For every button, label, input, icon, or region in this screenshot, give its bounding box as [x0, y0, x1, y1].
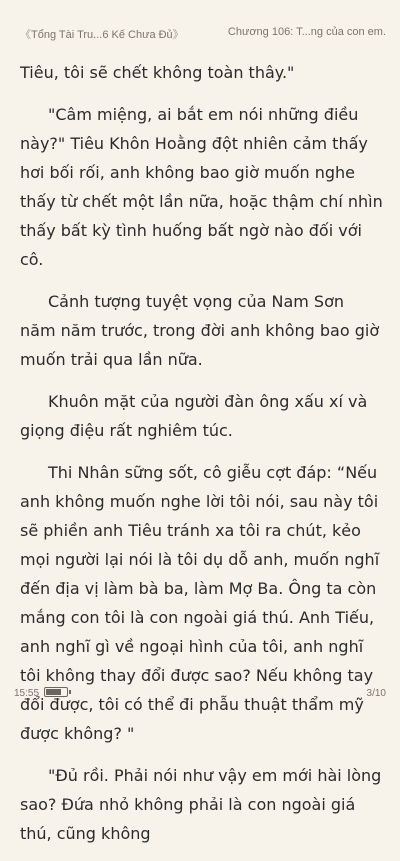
paragraph: Khuôn mặt của người đàn ông xấu xí và giọng điệu rất nghiêm túc. [20, 392, 368, 440]
chapter-text[interactable] [20, 58, 384, 861]
paragraph: Tiêu, tôi sẽ chết không toàn thây." [20, 63, 295, 82]
page-indicator: 3/10 [366, 688, 386, 699]
paragraph: Thi Nhân sững sốt, cô giễu cợt đáp: “Nếu anh không muốn nghe lời tôi nói, sau này tôi sẽ phiền anh Tiêu tránh xa tôi ra chút, kẻo mọi người lại nói là tôi dụ dỗ anh, muốn nghĩ đến địa vị làm bà ba, làm Mợ Ba. Ông ta còn mắng con tôi là con ngoài giá thú. Anh Tiếu, anh nghĩ gì về ngoại hình của tôi, anh nghĩ tôi không thay đổi được sao? Nếu không tay đổi được, tôi có thể đi phẫu thuật thẩm mỹ được không? " [20, 463, 380, 743]
paragraph: "Câm miệng, ai bắt em nói những điều này?" Tiêu Khôn Hoằng đột nhiên cảm thấy hơi bối rối, anh không bao giờ muốn nghe thấy từ chết một lần nữa, hoặc thậm chí nhìn thấy bất kỳ tình huống bất ngờ nào đối với cô. [20, 105, 383, 269]
reader-footer [0, 680, 400, 712]
book-title: 《Tổng Tài Tru...6 Kế Chưa Đủ》 [20, 29, 184, 41]
clock-time: 15:55 [14, 688, 40, 699]
battery-nub [69, 690, 71, 694]
reader-header [0, 0, 400, 46]
chapter-title: Chương 106: T...ng của con em. [227, 26, 386, 38]
battery-level [46, 689, 61, 695]
paragraph: "Đủ rồi. Phải nói như vậy em mới hài lòng sao? Đứa nhỏ không phải là con ngoài giá thú, cũng không [20, 766, 382, 843]
paragraph: Cảnh tượng tuyệt vọng của Nam Sơn năm năm trước, trong đời anh không bao giờ muốn trải qua lần nữa. [20, 292, 380, 369]
battery-icon [44, 687, 68, 697]
